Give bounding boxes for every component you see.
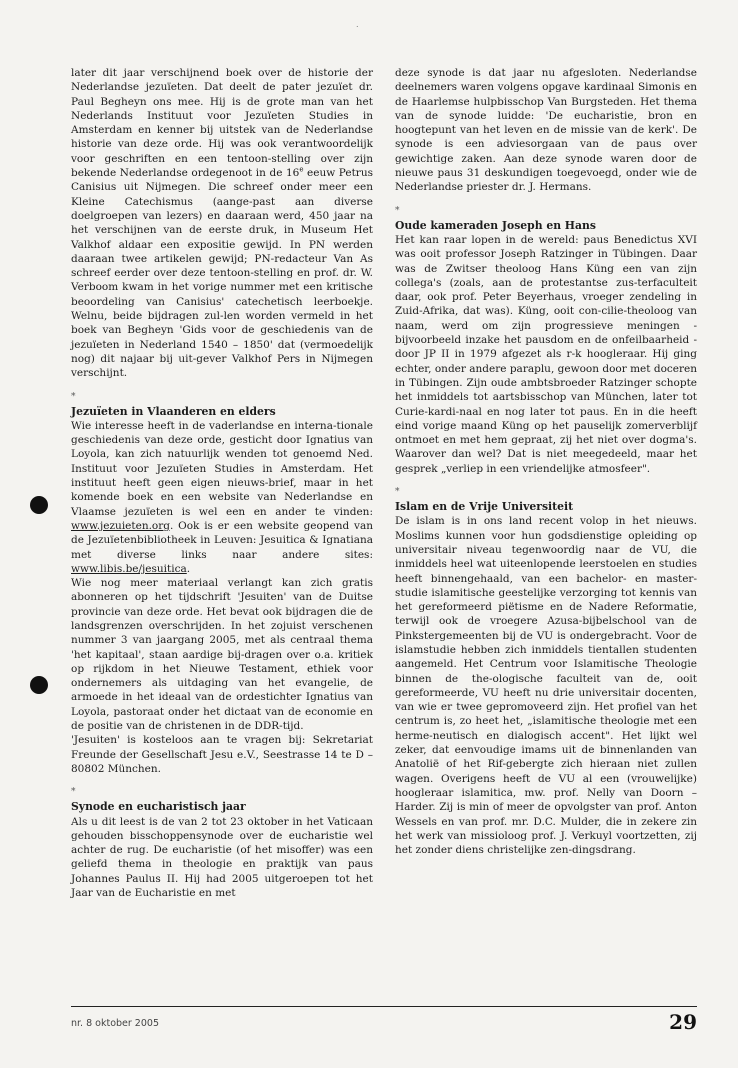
text-run: Wie interesse heeft in de vaderlandse en interna-tionale geschiedenis van deze orde, gesticht door Ignatius van Loyola, kan zich natuurlijk wenden tot genoemd Ned. Instituut voor Jezuïeten Studies in Amsterdam. Het instituut heeft geen eigen nieuws-brief, maar in het komende boek en een website van Nederlandse en Vlaamse jezuïeten is wel een en ander te vinden: bbox=[71, 419, 373, 518]
footer-rule bbox=[71, 1006, 697, 1007]
issue-label: nr. 8 oktober 2005 bbox=[71, 1018, 159, 1029]
punch-hole-upper bbox=[30, 496, 48, 514]
section-separator: * bbox=[395, 205, 400, 216]
right-column bbox=[395, 66, 697, 857]
text-run: . Ook is er een website geopend van de Jezuïetenbibliotheek in Leuven: Jesuitica & Ignatiana met diverse links naar andere sites: bbox=[71, 519, 373, 561]
link-libis-jesuitica[interactable]: www.libis.be/jesuitica bbox=[71, 562, 187, 575]
heading-joseph-hans: Oude kameraden Joseph en Hans bbox=[395, 218, 596, 232]
superscript: e bbox=[299, 165, 304, 174]
left-column bbox=[71, 66, 373, 900]
heading-islam-vu: Islam en de Vrije Universiteit bbox=[395, 500, 574, 514]
heading-synode: Synode en eucharistisch jaar bbox=[71, 800, 246, 814]
paragraph-tijdschrift: Wie nog meer materiaal verlangt kan zich gratis abonneren op het tijdschrift 'Jesuiten' van de Duitse provincie van deze orde. Het bevat ook bijdragen die de landsgrenzen overschrijden. In het zojuist verschenen nummer 3 van jaargang 2005, met als centraal thema 'het kapitaal', staan aardige bij-dragen over o.a. kritiek op rijkdom in het Nieuwe Testament, ethiek voor ondernemers als uitdaging van het evangelie, de armoede in het ideaal van de ordestichter Ignatius van Loyola, pastoraat onder het dictaat van de economie en de positie van de christenen in de DDR-tijd. bbox=[71, 577, 373, 733]
paragraph-begheyn bbox=[71, 66, 373, 381]
paragraph-synode-continued: deze synode is dat jaar nu afgesloten. Nederlandse deelnemers waren volgens opgave kardinaal Simonis en de Haarlemse hulpbisschop Van Burgsteden. Het thema van de synode luidde: 'De eucharistie, bron en hoogtepunt van het leven en de missie van de kerk'. De synode is een adviesorgaan van de paus over gewichtige zaken. Aan deze synode waren door de nieuwe paus 31 deskundigen toegevoegd, onder wie de Nederlandse priester dr. J. Hermans. bbox=[395, 67, 697, 194]
text-run: . bbox=[186, 562, 191, 575]
paragraph-kung: Het kan raar lopen in de wereld: paus Benedictus XVI was ooit professor Joseph Ratzinger in Tübingen. Daar was de Zwitser theoloog Hans Küng een van zijn collega's (zoals, aan de protestantse zus-terfaculteit daar, ook prof. Peter Beyerhaus, vroeger zendeling in Zuid-Afrika, dat was). Küng, ooit con-cilie-theoloog van naam, werd om zijn progressieve meningen - bijvoorbeeld inzake het pausdom en de onfeilbaarheid - door JP II in 1979 afgezet als r-k hoogleraar. Hij ging echter, onder andere paraplu, gewoon door met doceren in Tübingen. Zijn oude ambtsbroeder Ratzinger schopte het inmiddels tot aartsbisschop van München, later tot Curie-kardi-naal en nog later tot paus. En in die heeft eind vorige maand Küng op het pauselijk zomerverblijf ontmoet en met hem gepraat, zij het niet over dogma's. Waarover dan wel? Dat is niet meegedeeld, maar het gesprek „verliep in een vriendelijke atmosfeer". bbox=[395, 233, 697, 475]
page-number: 29 bbox=[669, 1010, 697, 1034]
section-separator: * bbox=[71, 787, 76, 798]
paragraph-synode: Als u dit leest is de van 2 tot 23 oktober in het Vaticaan gehouden bisschoppensynode over de eucharistie wel achter de rug. De eucharistie (of het misoffer) was een geliefd thema in theologie en praktijk van paus Johannes Paulus II. Hij had 2005 uitgeroepen tot het Jaar van de Eucharistie en met bbox=[71, 815, 373, 900]
text-run: later dit jaar verschijnend boek over de historie der Nederlandse jezuïeten. Dat deelt de pater jezuïet dr. Paul Begheyn ons mee. Hij is de grote man van het Nederlands Instituut voor Jezuïeten Studies in Amsterdam en kenner bij uitstek van de Nederlandse historie van deze orde. Hij was ook verantwoordelijk voor geschriften en een tentoon-stelling over zijn bekende Nederlandse ordegenoot in de 16 bbox=[71, 67, 373, 180]
top-mark: . bbox=[356, 20, 359, 29]
heading-jezuieten-vlaanderen: Jezuïeten in Vlaanderen en elders bbox=[71, 404, 276, 418]
paragraph-websites bbox=[71, 419, 373, 576]
link-jezuieten-org[interactable]: www.jezuieten.org bbox=[71, 519, 170, 532]
section-separator: * bbox=[395, 487, 400, 498]
paragraph-address: 'Jesuiten' is kosteloos aan te vragen bij: Sekretariat Freunde der Gesellschaft Jesu e.V., Seestrasse 14 te D – 80802 München. bbox=[71, 734, 373, 775]
text-run: eeuw Petrus Canisius uit Nijmegen. Die schreef onder meer een Kleine Catechismus (aange-past aan diverse doelgroepen van lezers) en daaraan werd, 450 jaar na het verschijnen van de eerste druk, in Museum Het Valkhof aldaar een expositie gewijd. In PN werden daaraan twee artikelen gewijd; PN-redacteur Van As schreef eerder over deze tentoon-stelling en prof. dr. W. Verboom kwam in het vorige nummer met een kritische beoordeling van Canisius' catechetisch leerboekje. Welnu, beide bijdragen zul-len worden vermeld in het boek van Begheyn 'Gids voor de geschiedenis van de jezuïeten in Nederland 1540 – 1850' dat (vermoedelijk nog) dit najaar bij uit-gever Valkhof Pers in Nijmegen verschijnt. bbox=[71, 167, 373, 380]
section-separator: * bbox=[71, 391, 76, 402]
punch-hole-lower bbox=[30, 676, 48, 694]
paragraph-islam: De islam is in ons land recent volop in het nieuws. Moslims kunnen voor hun godsdienstige opleiding op universitair niveau tegenwoordig naar de VU, die inmiddels heel wat uiteenlopende leerstoelen en studies heeft binnengehaald, van een bachelor- en master-studie islamitische geestelijke verzorging tot kennis van het gereformeerd piëtisme en de Nadere Reformatie, terwijl ook de vroegere Azusa-bijbelschool van de Pinkstergemeenten bij de VU is ondergebracht. Voor de islamstudie hebben zich inmiddels tientallen studenten aangemeld. Het Centrum voor Islamitische Theologie binnen de the-ologische faculteit van de, ooit gereformeerde, VU heeft nu drie universitair docenten, van wie er twee gepromoveerd zijn. Het profiel van het centrum is, zo heet het, „islamitische theologie met een herme-neutisch en dialogisch accent". Het lijkt wel zeker, dat eenvoudige imams uit de binnenlanden van Anatolië of het Rif-gebergte zich hieraan niet zullen wagen. Overigens heeft de VU al een (vrouwelijke) hoogleraar islamitica, mw. prof. Nelly van Doorn – Harder. Zij is min of meer de opvolgster van prof. Anton Wessels en van prof. mr. D.C. Mulder, die in zekere zin het werk van missioloog prof. J. Verkuyl voortzetten, zij het zonder diens christelijke zen-dingsdrang. bbox=[395, 515, 697, 857]
